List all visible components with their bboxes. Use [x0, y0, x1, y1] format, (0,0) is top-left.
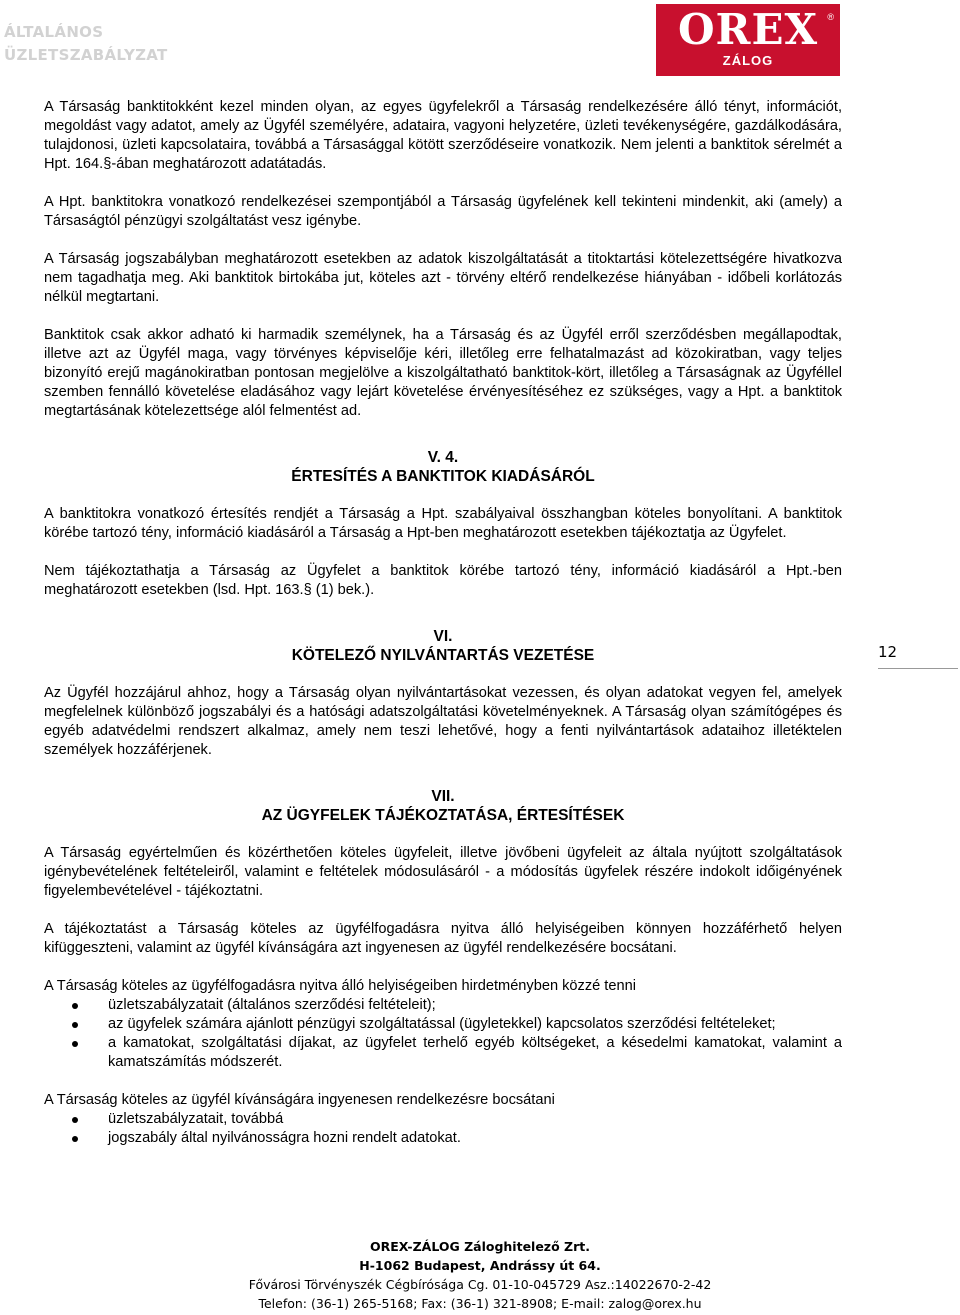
section-title: KÖTELEZŐ NYILVÁNTARTÁS VEZETÉSE [291, 647, 595, 664]
orex-logo [656, 4, 840, 76]
paragraph: Az Ügyfél hozzájárul ahhoz, hogy a Társaság olyan nyilvántartásokat vezessen, és olyan adatokat vegyen fel, amelyek megfelelnek különböző jogszabályi és a hatósági adatszolgáltatási követelményeknek. A Társaság olyan számítógépes és egyéb adatvédelmi rendszert alkalmaz, amely nem teszi lehetővé, hogy a fenti nyilvántartások adataihoz illetéktelen személyek hozzáférjenek. [44, 685, 842, 758]
section-number: V. 4. [427, 449, 459, 466]
section-number: VII. [431, 788, 455, 805]
footer-address: H-1062 Budapest, Andrássy út 64. [359, 1258, 601, 1273]
header-doc-label-line1: ÁLTALÁNOS [4, 23, 104, 41]
footer-registry: Fővárosi Törvényszék Cégbírósága Cg. 01-10-045729 Asz.:14022670-2-42 [248, 1277, 712, 1292]
list-item: az ügyfelek számára ajánlott pénzügyi szolgáltatással (ügyletekkel) kapcsolatos szerződési feltételeket; [44, 1015, 842, 1034]
page-number: 12 [878, 642, 958, 669]
document-body [44, 98, 842, 1148]
paragraph: A Társaság egyértelműen és közérthetően köteles ügyfeleit, illetve jövőbeni ügyfeleit az általa nyújtott szolgáltatások igénybevételének feltételeiről, valamint e feltételek módosulásáról - a módosítás ügyfelek részére indokolt időigényének figyelembevételével - tájékoztatni. [44, 845, 842, 899]
list-item: jogszabály által nyilvánosságra hozni rendelt adatokat. [44, 1129, 842, 1148]
bullet-icon [72, 1022, 78, 1028]
bullet-icon [72, 1003, 78, 1009]
footer-company: OREX-ZÁLOG Záloghitelező Zrt. [370, 1239, 590, 1254]
logo-registered-mark: ® [827, 12, 834, 22]
bullet-icon [72, 1117, 78, 1123]
paragraph: A tájékoztatást a Társaság köteles az ügyfélfogadásra nyitva álló helyiségeiben könnyen hozzáférhető helyen kifüggeszteni, valamint az ügyfél kívánságára azt ingyenesen az ügyfél rendelkezésére bocsátani. [44, 921, 842, 956]
paragraph: A banktitokra vonatkozó értesítés rendjét a Társaság a Hpt. szabályaival összhangban köteles bonyolítani. A banktitok körébe tartozó tény, információ kiadásáról a Társaság a Hpt-ben meghatározott esetekben tájékoztatja az Ügyfelet. [44, 506, 842, 541]
bullet-icon [72, 1136, 78, 1142]
bullet-list [44, 1110, 842, 1148]
list-item: üzletszabályzatait, továbbá [44, 1110, 842, 1129]
paragraph: Nem tájékoztathatja a Társaság az Ügyfelet a banktitok körébe tartozó tény, információ kiadásáról a Hpt.-ben meghatározott esetekben (lsd. Hpt. 163.§ (1) bek.). [44, 563, 842, 598]
list-item: a kamatokat, szolgáltatási díjakat, az ügyfelet terhelő egyéb költségeket, a késedelmi kamatokat, valamint a kamatszámítás módszerét. [44, 1034, 842, 1072]
paragraph: Banktitok csak akkor adható ki harmadik személynek, ha a Társaság és az Ügyfél erről szerződésben megállapodtak, illetve azt az Ügyfél maga, vagy törvényes képviselője kéri, illetőleg erre felhatalmazást ad közokiratban, vagy teljes bizonyító erejű magánokiratban pontosan megjelölve a kiszolgáltatható banktitok-kört, illetőleg a Társaságnak az Ügyféllel szemben fennálló követelése eladásához vagy lejárt követelése érvényesítéséhez ez szükséges, vagy a Hpt. a banktitok megtartásának kötelezettsége alól felmentést ad. [44, 327, 842, 419]
page-footer [140, 1237, 820, 1313]
bullet-icon [72, 1041, 78, 1047]
paragraph: A Társaság köteles az ügyfél kívánságára ingyenesen rendelkezésre bocsátani [44, 1092, 555, 1108]
section-title: AZ ÜGYFELEK TÁJÉKOZTATÁSA, ÉRTESÍTÉSEK [261, 807, 625, 824]
list-item: üzletszabályzatait (általános szerződési feltételeit); [44, 996, 842, 1015]
footer-contact: Telefon: (36-1) 265-5168; Fax: (36-1) 321-8908; E-mail: zalog@orex.hu [258, 1296, 702, 1311]
section-title: ÉRTESÍTÉS A BANKTITOK KIADÁSÁRÓL [291, 468, 595, 485]
paragraph: A Társaság banktitokként kezel minden olyan, az egyes ügyfelekről a Társaság rendelkezésére álló tényt, információt, megoldást vagy adatot, amely az Ügyfél személyére, adataira, vagyoni helyzetére, üzleti tevékenységére, gazdálkodására, tulajdonosi, üzleti kapcsolataira, továbbá a Társasággal kötött szerződéseire vonatkozik. Nem jelenti a banktitok sérelmét a Hpt. 164.§-ában meghatározott adatátadás. [44, 99, 842, 172]
paragraph: A Hpt. banktitokra vonatkozó rendelkezései szempontjából a Társaság ügyfelének kell tekinteni mindenkit, aki (amely) a Társaságtól pénzügyi szolgáltatást vesz igénybe. [44, 194, 842, 229]
bullet-list [44, 996, 842, 1072]
logo-subtitle: ZÁLOG [722, 53, 774, 68]
paragraph: A Társaság köteles az ügyfélfogadásra nyitva álló helyiségeiben hirdetményben közzé tenni [44, 978, 636, 994]
paragraph: A Társaság jogszabályban meghatározott esetekben az adatok kiszolgáltatását a titoktartási kötelezettségére hivatkozva nem tagadhatja meg. Aki banktitok birtokába jut, köteles azt - törvény eltérő rendelkezése hiányában - időbeli korlátozás nélkül megtartani. [44, 251, 842, 305]
section-number: VI. [433, 628, 453, 645]
logo-brand: OREX [677, 5, 819, 54]
header-doc-label-line2: ÜZLETSZABÁLYZAT [4, 46, 168, 64]
